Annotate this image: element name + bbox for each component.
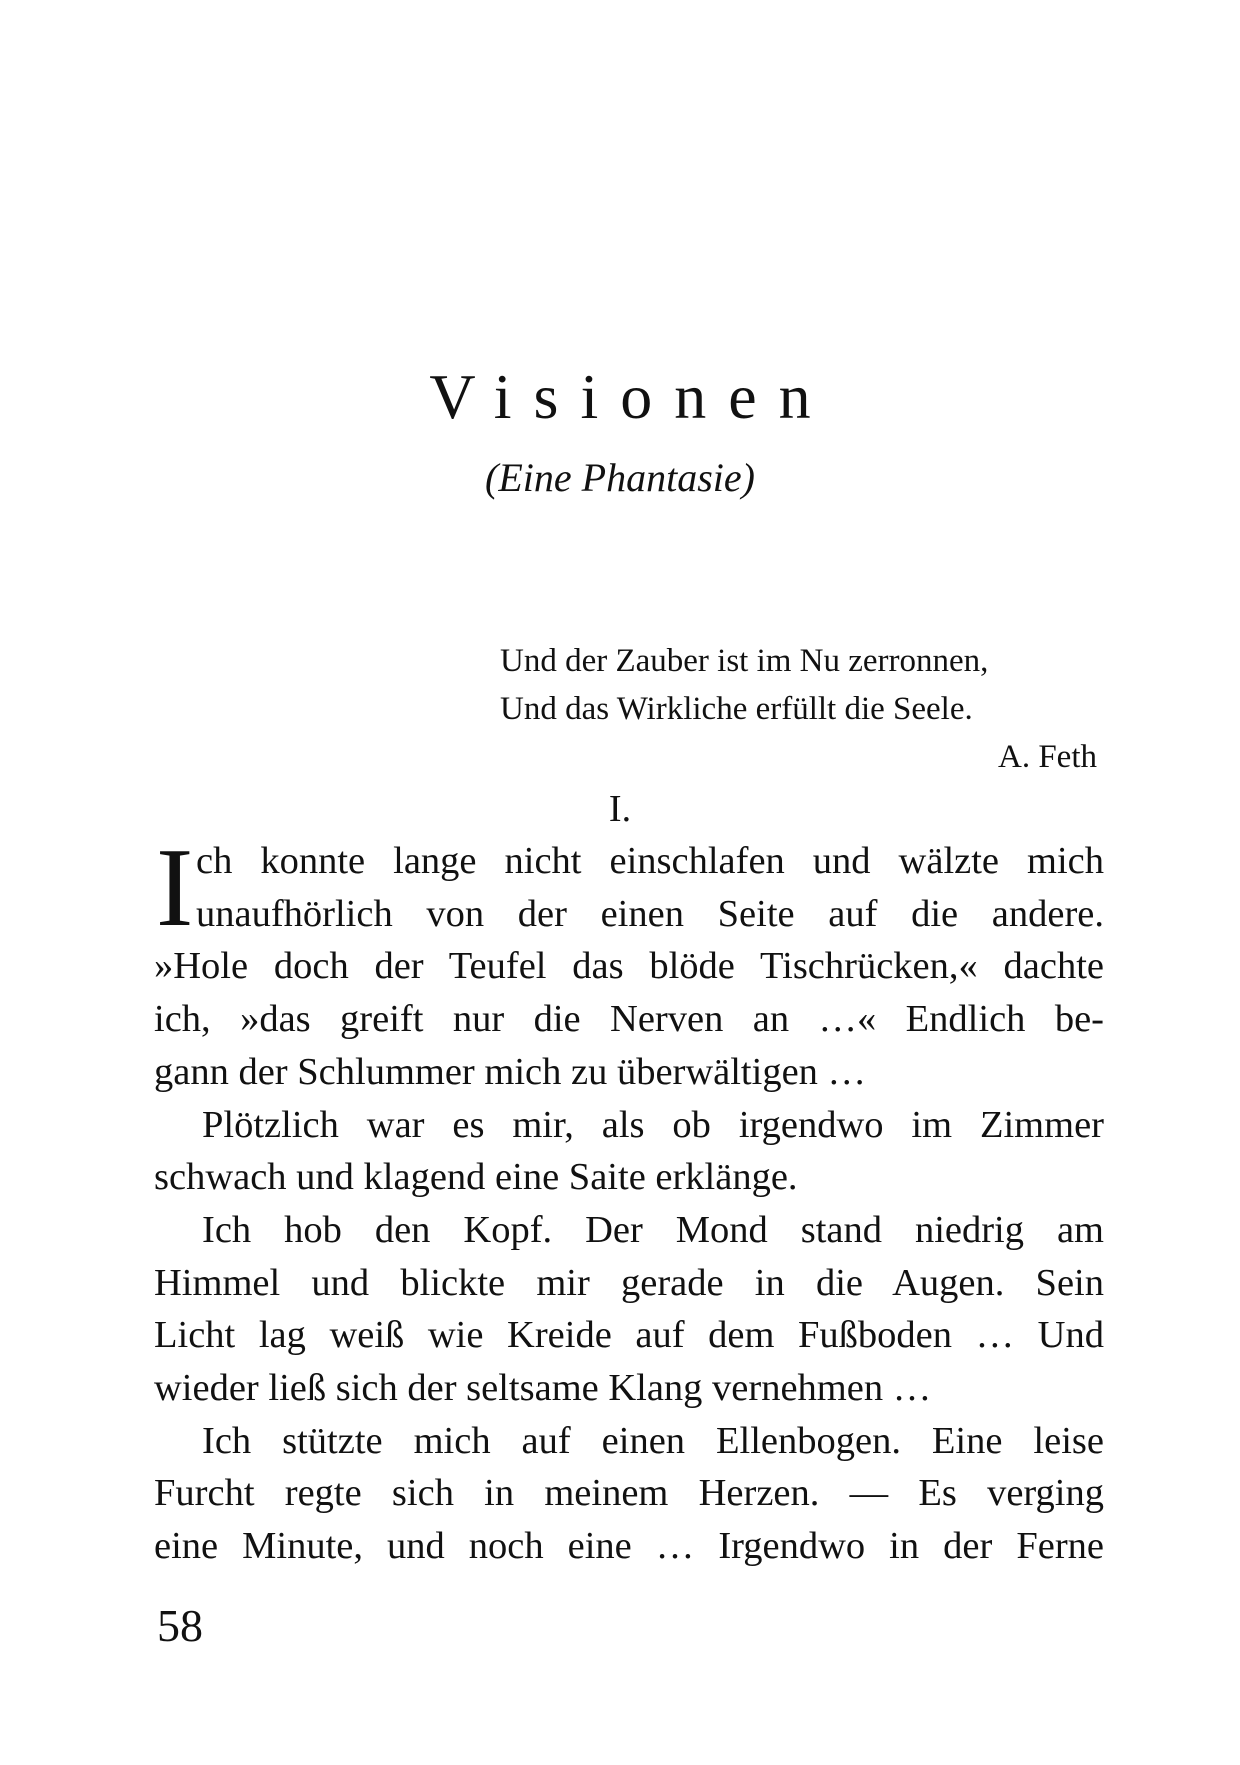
chapter-title: Visionen: [429, 361, 833, 432]
text-line: ch konnte lange nicht einschlafen und wälzte mich: [196, 840, 1104, 882]
text-line: ich, »das greift nur die Nerven an …« Endlich be-: [154, 998, 1104, 1041]
paragraph: [154, 1099, 1104, 1204]
text-line: eine Minute, und noch eine … Irgendwo in der Ferne: [154, 1525, 1104, 1568]
text-line: Licht lag weiß wie Kreide auf dem Fußboden … Und: [154, 1314, 1104, 1357]
text-line: unaufhörlich von der einen Seite auf die andere.: [196, 892, 1104, 935]
paragraph: [154, 1415, 1104, 1573]
text-line: Himmel und blickte mir gerade in die Augen. Sein: [154, 1261, 1104, 1304]
epigraph-author: A. Feth: [998, 739, 1097, 775]
drop-cap: I: [156, 826, 194, 950]
page-number: 58: [157, 1600, 203, 1651]
epigraph: [500, 637, 1100, 781]
section-number: I.: [608, 788, 632, 830]
paragraph: [154, 1204, 1104, 1415]
text-line: wieder ließ sich der seltsame Klang vernehmen …: [154, 1367, 932, 1410]
text-line: Ich stützte mich auf einen Ellenbogen. Eine leise: [202, 1419, 1104, 1462]
epigraph-line: Und das Wirkliche erfüllt die Seele.: [500, 691, 973, 727]
text-line: Ich hob den Kopf. Der Mond stand niedrig am: [202, 1208, 1104, 1251]
text-line: Plötzlich war es mir, als ob irgendwo im Zimmer: [202, 1103, 1104, 1146]
chapter-subtitle: (Eine Phantasie): [485, 455, 755, 500]
paragraph: [154, 826, 1104, 1099]
text-line: gann der Schlummer mich zu überwältigen …: [154, 1050, 867, 1093]
epigraph-line: Und der Zauber ist im Nu zerronnen,: [500, 643, 989, 679]
text-line: schwach und klagend eine Saite erklänge.: [154, 1156, 798, 1199]
body-text: [154, 826, 1104, 1573]
text-line: »Hole doch der Teufel das blöde Tischrücken,« dachte: [154, 945, 1104, 988]
text-line: Furcht regte sich in meinem Herzen. — Es verging: [154, 1472, 1104, 1515]
